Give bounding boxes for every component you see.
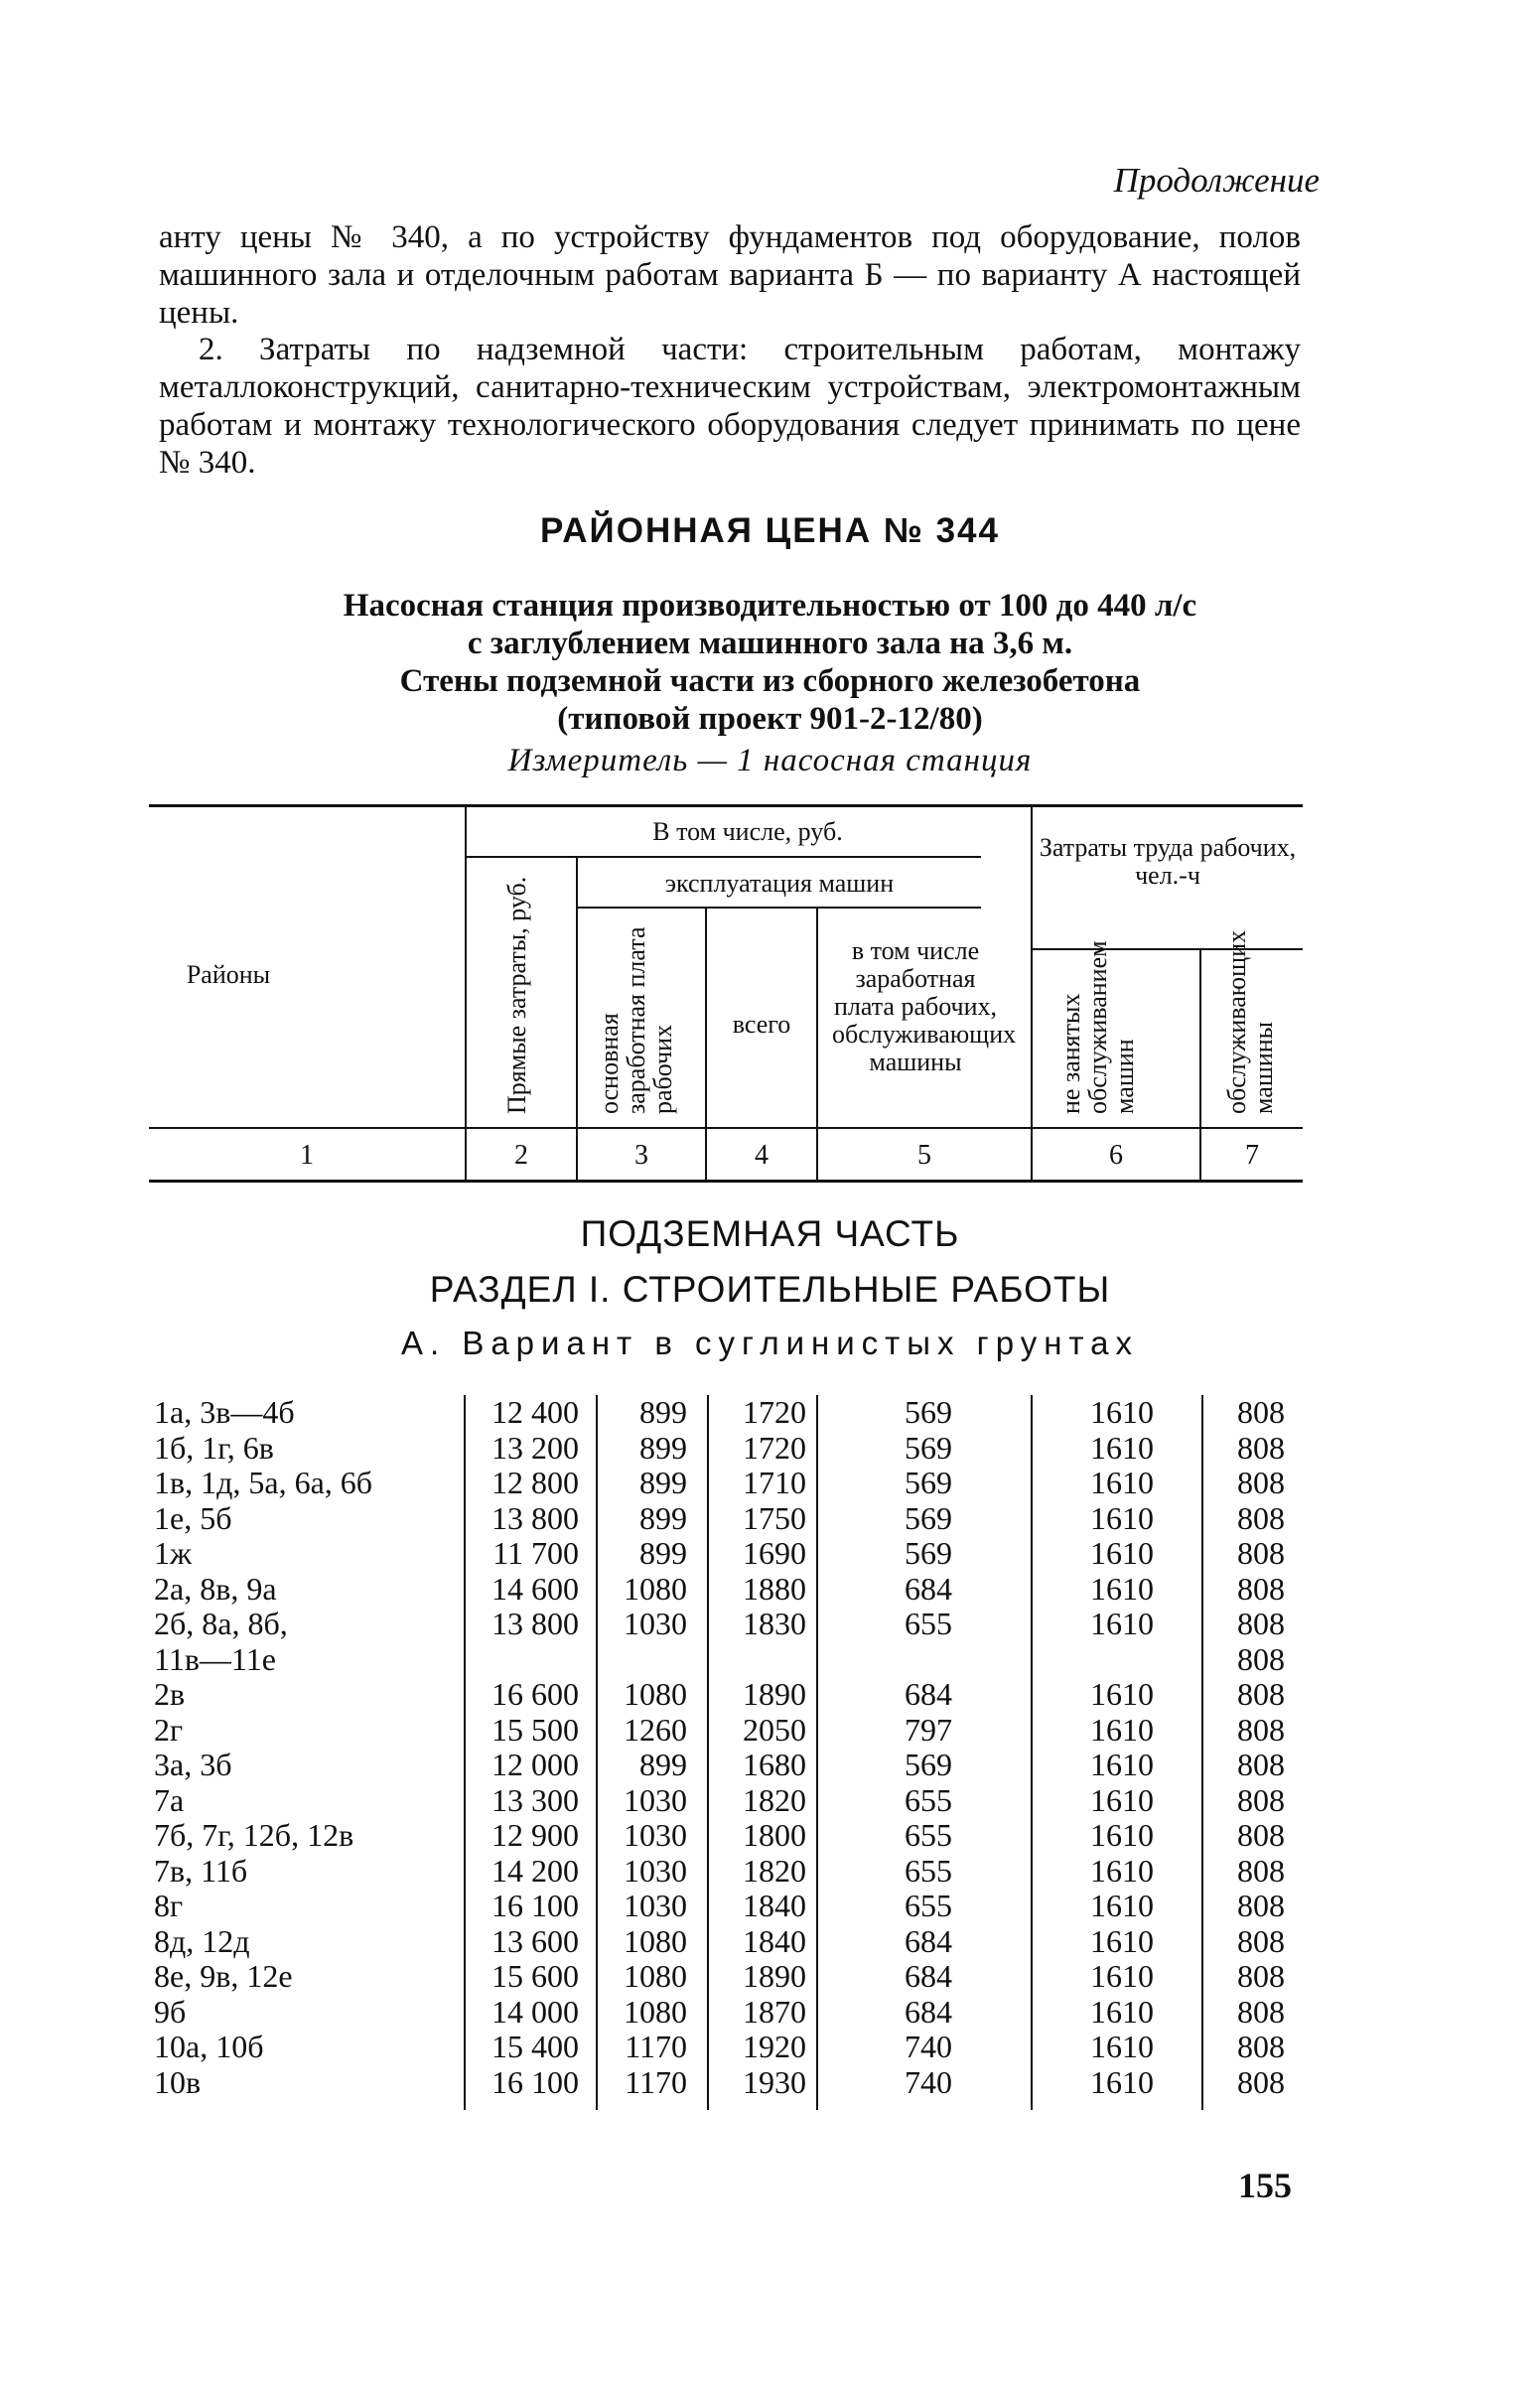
col-header-direct: Прямые затраты, руб. (502, 876, 531, 1114)
cell-region: 7а (154, 1781, 185, 1818)
col-divider (576, 856, 578, 1183)
cell-mwage: 740 (905, 2063, 952, 2100)
cell-direct: 13 300 (491, 1781, 579, 1818)
cell-mwage: 569 (905, 1747, 952, 1782)
cell-region: 2в (154, 1676, 186, 1712)
cell-serving: 808 (1237, 1781, 1285, 1818)
cell-mwage: 569 (905, 1465, 952, 1500)
cell-direct: 16 600 (491, 1676, 579, 1712)
col-number-4: 4 (755, 1140, 769, 1171)
table-row (0, 1995, 1540, 2029)
cell-region: 7в, 11б (154, 1852, 248, 1889)
table-row (0, 1783, 1540, 1817)
cell-total: 1890 (743, 1958, 806, 1994)
cell-mwage: 684 (905, 1570, 952, 1607)
cell-total: 2050 (743, 1711, 806, 1748)
group-rule (465, 856, 981, 858)
cell-region: 10в (154, 2063, 202, 2100)
cell-direct: 15 600 (491, 1958, 579, 1994)
cell-mwage: 569 (905, 1394, 952, 1430)
cell-total: 1890 (743, 1676, 806, 1712)
table-row (0, 1466, 1540, 1499)
cell-notbusy: 1610 (1090, 1888, 1154, 1923)
cell-notbusy: 1610 (1090, 1499, 1154, 1536)
cell-mwage: 684 (905, 1922, 952, 1959)
cell-region: 1б, 1г, 6в (154, 1429, 274, 1466)
cell-mwage: 569 (905, 1535, 952, 1571)
cell-direct: 14 200 (491, 1852, 579, 1889)
cell-serving: 808 (1237, 1993, 1285, 2030)
table-row (0, 2030, 1540, 2063)
col-group-machines: эксплуатация машин (664, 869, 895, 898)
cell-total: 1930 (743, 2063, 806, 2100)
cell-wage: 1080 (624, 1570, 687, 1607)
cell-total: 1820 (743, 1781, 806, 1818)
bottom-rule (149, 1180, 1303, 1183)
section-heading: РАЗДЕЛ I. СТРОИТЕЛЬНЫЕ РАБОТЫ (429, 1269, 1111, 1310)
col-number-3: 3 (634, 1140, 648, 1171)
table-row (0, 1677, 1540, 1711)
cell-direct: 12 000 (491, 1747, 579, 1782)
table-row (0, 1642, 1540, 1676)
cell-region: 8е, 9в, 12е (154, 1958, 293, 1994)
cell-total: 1750 (743, 1499, 806, 1536)
cell-total: 1690 (743, 1535, 806, 1571)
table-row (0, 1536, 1540, 1570)
cell-wage: 1080 (624, 1993, 687, 2030)
cell-direct: 16 100 (491, 1888, 579, 1923)
cell-region: 1в, 1д, 5а, 6а, 6б (154, 1465, 373, 1500)
cell-serving: 808 (1237, 1535, 1285, 1571)
cell-notbusy: 1610 (1090, 1781, 1154, 1818)
cell-mwage: 684 (905, 1993, 952, 2030)
cell-region: 2а, 8в, 9а (154, 1570, 277, 1607)
cell-direct: 14 000 (491, 1993, 579, 2030)
price-subtitle-3: Стены подземной части из сборного железобетона (399, 663, 1141, 699)
cell-total: 1720 (743, 1394, 806, 1430)
cell-notbusy: 1610 (1090, 2029, 1154, 2064)
cell-wage: 899 (639, 1429, 687, 1466)
cell-total: 1710 (743, 1465, 806, 1500)
col-header-regions: Районы (186, 960, 271, 989)
col-header-not-busy: не занятых обслуживанием машин (1056, 940, 1139, 1114)
cell-region: 10а, 10б (154, 2029, 264, 2064)
intro-paragraph-1: анту цены № 340, а по устройству фундаментов под оборудование, полов машинного зала и отделочным работам варианта Б — по варианту А настоящей цены. (159, 219, 1301, 331)
cell-direct: 11 700 (492, 1535, 579, 1571)
cell-direct: 13 800 (491, 1606, 579, 1641)
cell-serving: 808 (1237, 2029, 1285, 2064)
col-header-total: всего (732, 1010, 791, 1039)
cell-mwage: 797 (905, 1711, 952, 1748)
cell-wage: 1260 (624, 1711, 687, 1748)
cell-direct: 14 600 (491, 1570, 579, 1607)
table-header (149, 804, 1303, 1192)
cell-mwage: 655 (905, 1781, 952, 1818)
cell-notbusy: 1610 (1090, 1394, 1154, 1430)
cell-wage: 899 (639, 1747, 687, 1782)
cell-notbusy: 1610 (1090, 1606, 1154, 1641)
cell-wage: 1170 (625, 2063, 687, 2100)
price-subtitle-1: Насосная станция производительностью от 100 до 440 л/с (343, 588, 1197, 624)
table-row (0, 1607, 1540, 1640)
col-number-1: 1 (300, 1140, 314, 1171)
col-number-5: 5 (917, 1140, 931, 1171)
continuation-label: Продолжение (1113, 161, 1320, 200)
cell-region: 1е, 5б (154, 1499, 232, 1536)
cell-serving: 808 (1237, 1465, 1285, 1500)
cell-direct: 13 200 (491, 1429, 579, 1466)
cell-region: 2г (154, 1711, 184, 1748)
cell-direct: 13 600 (491, 1922, 579, 1959)
cell-notbusy: 1610 (1090, 1747, 1154, 1782)
col-group-incl: В том числе, руб. (652, 817, 843, 846)
cell-wage: 1030 (624, 1781, 687, 1818)
cell-wage: 1080 (624, 1922, 687, 1959)
cell-region: 11в—11е (154, 1640, 276, 1677)
cell-direct: 15 500 (491, 1711, 579, 1748)
cell-wage: 899 (639, 1499, 687, 1536)
cell-region: 1ж (154, 1535, 193, 1571)
variant-heading: А. Вариант в суглинистых грунтах (400, 1325, 1140, 1361)
cell-notbusy: 1610 (1090, 1570, 1154, 1607)
page-number: 155 (1238, 2166, 1292, 2205)
cell-serving: 808 (1237, 1394, 1285, 1430)
cell-wage: 899 (639, 1394, 687, 1430)
cell-region: 3а, 3б (154, 1747, 232, 1782)
cell-notbusy: 1610 (1090, 1817, 1154, 1853)
col-group-labor: Затраты труда рабочих, чел.-ч (1039, 833, 1297, 890)
cell-wage: 1080 (624, 1676, 687, 1712)
cell-serving: 808 (1237, 1958, 1285, 1994)
cell-serving: 808 (1237, 1429, 1285, 1466)
cell-wage: 1030 (624, 1817, 687, 1853)
table-row (0, 1748, 1540, 1781)
cell-total: 1720 (743, 1429, 806, 1466)
cell-total: 1880 (743, 1570, 806, 1607)
table-row (0, 1395, 1540, 1429)
cell-notbusy: 1610 (1090, 1465, 1154, 1500)
cell-notbusy: 1610 (1090, 1852, 1154, 1889)
col-header-machine-wage: в том числе заработная плата рабочих, обслуживающих машины (832, 936, 1017, 1076)
cell-total: 1840 (743, 1922, 806, 1959)
cell-total: 1840 (743, 1888, 806, 1923)
cell-wage: 1170 (625, 2029, 687, 2064)
part-heading: ПОДЗЕМНАЯ ЧАСТЬ (580, 1213, 960, 1254)
cell-wage: 1030 (624, 1852, 687, 1889)
cell-mwage: 569 (905, 1429, 952, 1466)
cell-serving: 808 (1237, 1747, 1285, 1782)
top-rule (149, 804, 1303, 807)
table-row (0, 1959, 1540, 1993)
cell-serving: 808 (1237, 1817, 1285, 1853)
cell-wage: 899 (639, 1465, 687, 1500)
cell-notbusy: 1610 (1090, 1676, 1154, 1712)
table-row (0, 1889, 1540, 1922)
cell-notbusy: 1610 (1090, 2063, 1154, 2100)
cell-region: 2б, 8а, 8б, (154, 1606, 288, 1641)
cell-direct: 12 900 (491, 1817, 579, 1853)
cell-mwage: 655 (905, 1852, 952, 1889)
cell-notbusy: 1610 (1090, 1958, 1154, 1994)
cell-serving: 808 (1237, 1640, 1285, 1677)
meter-label: Измеритель — 1 насосная станция (507, 743, 1033, 778)
cell-wage: 1080 (624, 1958, 687, 1994)
cell-total: 1830 (743, 1606, 806, 1641)
cell-region: 9б (154, 1993, 187, 2030)
cell-serving: 808 (1237, 1711, 1285, 1748)
header-rule (149, 1127, 1303, 1129)
cell-serving: 808 (1237, 1922, 1285, 1959)
intro-paragraph-2: 2. Затраты по надземной части: строительным работам, монтажу металлоконструкций, санитарно-техническим устройствам, электромонтажным работам и монтажу технологического оборудования следует принимать по цене № 340. (159, 332, 1301, 481)
cell-notbusy: 1610 (1090, 1429, 1154, 1466)
cell-direct: 12 800 (491, 1465, 579, 1500)
col-header-wage: основная заработная плата рабочих (595, 926, 677, 1114)
table-row (0, 1501, 1540, 1535)
cell-total: 1800 (743, 1817, 806, 1853)
cell-notbusy: 1610 (1090, 1535, 1154, 1571)
cell-wage: 1030 (624, 1606, 687, 1641)
table-row (0, 1431, 1540, 1465)
cell-total: 1870 (743, 1993, 806, 2030)
cell-serving: 808 (1237, 1676, 1285, 1712)
cell-serving: 808 (1237, 1606, 1285, 1641)
cell-wage: 1030 (624, 1888, 687, 1923)
col-divider (465, 804, 467, 1183)
col-header-serving: обслуживающих машины (1222, 929, 1278, 1114)
cell-mwage: 569 (905, 1499, 952, 1536)
cell-total: 1820 (743, 1852, 806, 1889)
col-number-2: 2 (514, 1140, 528, 1171)
cell-region: 8г (154, 1888, 184, 1923)
cell-direct: 12 400 (491, 1394, 579, 1430)
table-row (0, 1713, 1540, 1747)
price-subtitle-4: (типовой проект 901-2-12/80) (557, 701, 983, 737)
cell-direct: 15 400 (491, 2029, 579, 2064)
cell-wage: 899 (639, 1535, 687, 1571)
table-row (0, 1572, 1540, 1606)
cell-mwage: 740 (905, 2029, 952, 2064)
cell-mwage: 655 (905, 1817, 952, 1853)
table-row (0, 1818, 1540, 1852)
cell-notbusy: 1610 (1090, 1922, 1154, 1959)
cell-mwage: 684 (905, 1958, 952, 1994)
cell-direct: 13 800 (491, 1499, 579, 1536)
cell-mwage: 655 (905, 1606, 952, 1641)
cell-region: 8д, 12д (154, 1922, 250, 1959)
cell-serving: 808 (1237, 1852, 1285, 1889)
cell-serving: 808 (1237, 1570, 1285, 1607)
table-row (0, 1854, 1540, 1888)
cell-region: 7б, 7г, 12б, 12в (154, 1817, 354, 1853)
cell-region: 1а, 3в—4б (154, 1394, 295, 1430)
cell-serving: 808 (1237, 1499, 1285, 1536)
cell-serving: 808 (1237, 2063, 1285, 2100)
col-number-7: 7 (1245, 1140, 1259, 1171)
cell-mwage: 655 (905, 1888, 952, 1923)
cell-serving: 808 (1237, 1888, 1285, 1923)
price-title: РАЙОННАЯ ЦЕНА № 344 (540, 511, 1000, 550)
cell-direct: 16 100 (491, 2063, 579, 2100)
cell-notbusy: 1610 (1090, 1993, 1154, 2030)
cell-total: 1920 (743, 2029, 806, 2064)
cell-mwage: 684 (905, 1676, 952, 1712)
cell-notbusy: 1610 (1090, 1711, 1154, 1748)
table-row (0, 2065, 1540, 2099)
table-row (0, 1924, 1540, 1958)
col-number-6: 6 (1109, 1140, 1123, 1171)
cell-total: 1680 (743, 1747, 806, 1782)
price-subtitle-2: с заглублением машинного зала на 3,6 м. (467, 626, 1073, 661)
